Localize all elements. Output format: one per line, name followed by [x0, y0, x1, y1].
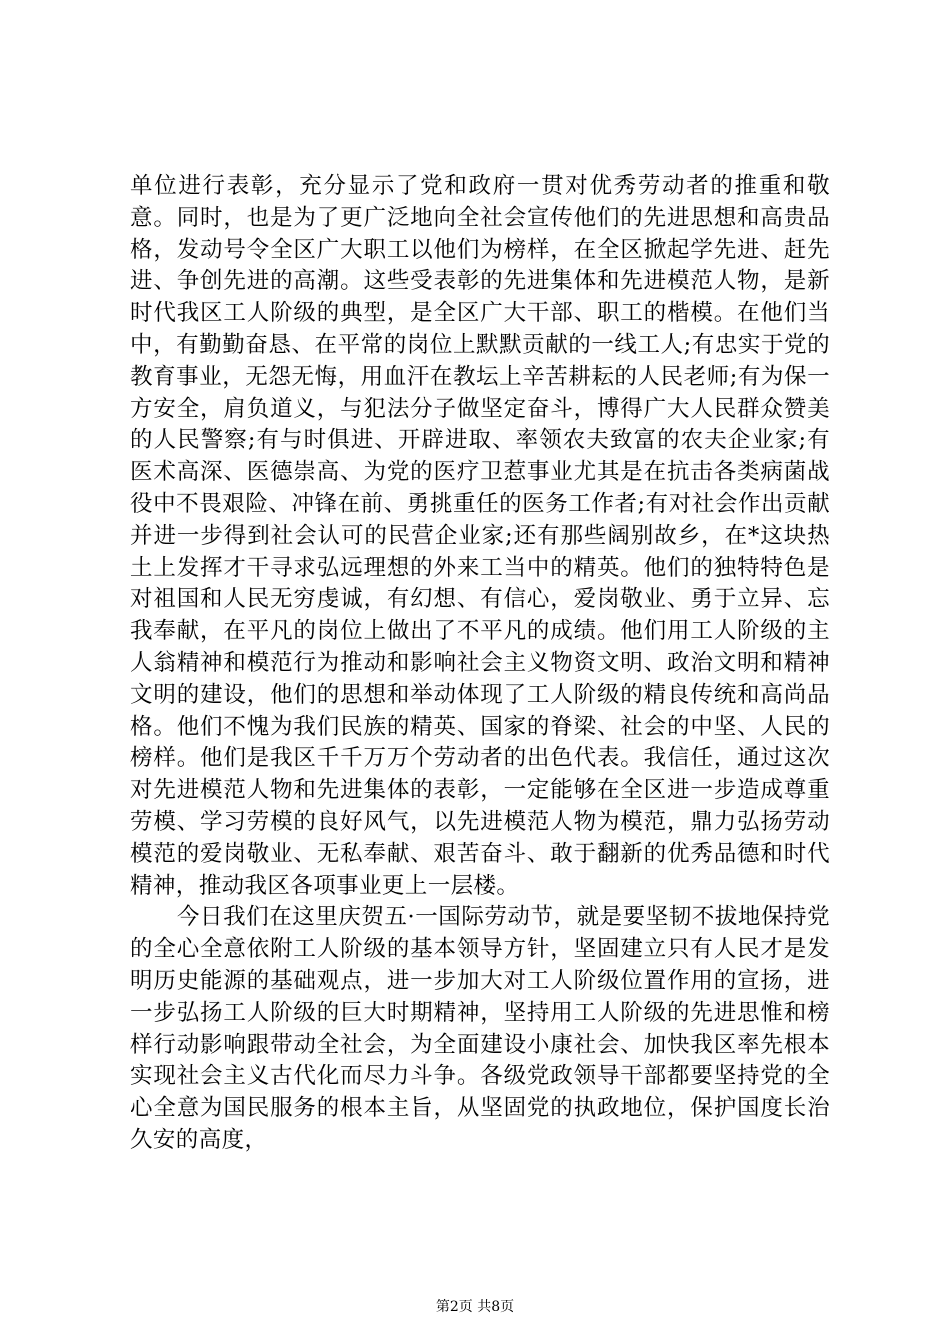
paragraph-1: 单位进行表彰，充分显示了党和政府一贯对优秀劳动者的推重和敬意。同时，也是为了更广泛地向全社会宣传他们的先进思想和高贵品格，发动号令全区广大职工以他们为榜样，在全区掀起学先进、赶先进、争创先进的高潮。这些受表彰的先进集体和先进模范人物，是新时代我区工人阶级的典型，是全区广大干部、职工的楷模。在他们当中，有勤勤奋恳、在平常的岗位上默默贡献的一线工人;有忠实于党的教育事业，无怨无悔，用血汗在教坛上辛苦耕耘的人民老师;有为保一方安全，肩负道义，与犯法分子做坚定奋斗，博得广大人民群众赞美的人民警察;有与时俱进、开辟进取、率领农夫致富的农夫企业家;有医术高深、医德崇高、为党的医疗卫惹事业尤其是在抗击各类病菌战役中不畏艰险、冲锋在前、勇挑重任的医务工作者;有对社会作出贡献并进一步得到社会认可的民营企业家;还有那些阔别故乡，在*这块热土上发挥才干寻求弘远理想的外来工当中的精英。他们的独特特色是对祖国和人民无穷虔诚，有幻想、有信心，爱岗敬业、勇于立异、忘我奉献，在平凡的岗位上做出了不平凡的成绩。他们用工人阶级的主人翁精神和模范行为推动和影响社会主义物资文明、政治文明和精神文明的建设，他们的思想和举动体现了工人阶级的精良传统和高尚品格。他们不愧为我们民族的精英、国家的脊梁、社会的中坚、人民的榜样。他们是我区千千万万个劳动者的出色代表。我信任，通过这次对先进模范人物和先进集体的表彰，一定能够在全区进一步造成尊重劳模、学习劳模的良好风气，以先进模范人物为模范，鼎力弘扬劳动模范的爱岗敬业、无私奉献、艰苦奋斗、敢于翻新的优秀品德和时代精神，推动我区各项事业更上一层楼。 [130, 173, 830, 899]
paragraph-2: 今日我们在这里庆贺五·一国际劳动节，就是要坚韧不拔地保持党的全心全意依附工人阶级的基本领导方针，坚固建立只有人民才是发明历史能源的基础观点，进一步加大对工人阶级位置作用的宣扬，进一步弘扬工人阶级的巨大时期精神，坚持用工人阶级的先进思惟和榜样行动影响跟带动全社会，为全面建设小康社会、加快我区率先根本实现社会主义古代化而尽力斗争。各级党政领导干部都要坚持党的全心全意为国民服务的根本主旨，从坚固党的执政地位，保护国度长治久安的高度， [130, 904, 830, 1153]
document-body [130, 171, 830, 1157]
page-footer: 第2页 共8页 [435, 1299, 515, 1315]
